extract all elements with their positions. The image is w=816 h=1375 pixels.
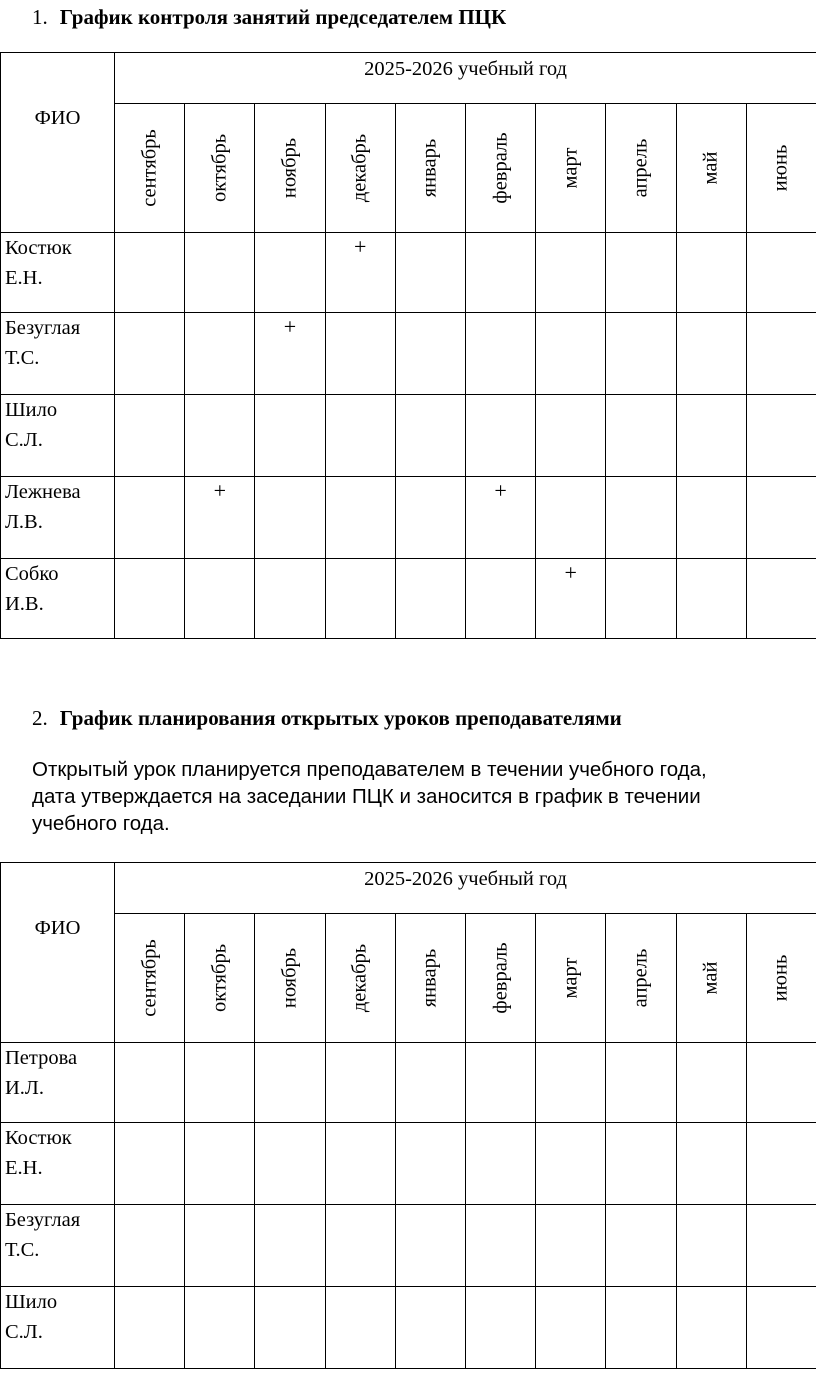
schedule-cell <box>185 395 255 477</box>
teacher-initials: Е.Н. <box>5 1157 43 1179</box>
schedule-cell <box>606 1043 676 1123</box>
schedule-cell <box>325 313 395 395</box>
schedule-cell <box>536 233 606 313</box>
teacher-name-cell <box>1 1205 115 1287</box>
schedule-cell <box>606 233 676 313</box>
schedule-cell <box>746 313 816 395</box>
section-2-number: 2. <box>32 706 48 730</box>
table-row <box>1 477 816 559</box>
schedule-cell <box>676 233 746 313</box>
teacher-surname: Собко <box>5 563 59 585</box>
month-header-cell <box>536 914 606 1043</box>
schedule-cell <box>606 1287 676 1369</box>
month-label: декабрь <box>348 133 371 203</box>
month-label: март <box>559 147 582 189</box>
schedule-cell <box>115 477 185 559</box>
open-lessons-table <box>0 862 816 1369</box>
teacher-surname: Безуглая <box>5 1209 81 1231</box>
fio-header-cell <box>1 53 115 233</box>
teacher-initials: Т.С. <box>5 1239 40 1261</box>
year-header-cell <box>115 863 816 914</box>
schedule-cell <box>115 1205 185 1287</box>
schedule-cell <box>255 1123 325 1205</box>
schedule-cell <box>395 233 465 313</box>
teacher-initials: С.Л. <box>5 429 43 451</box>
month-label: март <box>559 957 582 999</box>
schedule-cell <box>606 1123 676 1205</box>
teacher-name-cell <box>1 1287 115 1369</box>
month-header-cell <box>536 104 606 233</box>
month-label: январь <box>418 948 441 1008</box>
schedule-cell <box>676 395 746 477</box>
section-2-description <box>32 756 802 837</box>
schedule-cell <box>746 477 816 559</box>
schedule-cell <box>606 1205 676 1287</box>
schedule-cell <box>465 1123 535 1205</box>
schedule-cell <box>255 559 325 639</box>
teacher-initials: И.Л. <box>5 1077 44 1099</box>
teacher-name-cell <box>1 1123 115 1205</box>
teacher-surname: Шило <box>5 1291 58 1313</box>
teacher-name-cell <box>1 313 115 395</box>
month-header-cell <box>185 914 255 1043</box>
schedule-cell <box>746 395 816 477</box>
schedule-cell <box>185 1287 255 1369</box>
teacher-name-cell <box>1 233 115 313</box>
teacher-name-cell <box>1 1043 115 1123</box>
schedule-cell <box>676 1043 746 1123</box>
month-label: январь <box>418 138 441 198</box>
teacher-surname: Петрова <box>5 1047 78 1069</box>
header-row <box>1 53 816 104</box>
teacher-initials: И.В. <box>5 593 44 615</box>
month-label: сентябрь <box>138 939 161 1017</box>
month-row <box>1 104 816 233</box>
month-header-cell <box>746 104 816 233</box>
table-row <box>1 1205 816 1287</box>
schedule-cell <box>606 313 676 395</box>
schedule-cell <box>536 1287 606 1369</box>
schedule-cell <box>395 395 465 477</box>
schedule-cell <box>676 1205 746 1287</box>
teacher-surname: Шило <box>5 399 58 421</box>
schedule-cell <box>115 559 185 639</box>
month-header-cell <box>255 104 325 233</box>
schedule-cell <box>325 477 395 559</box>
schedule-cell <box>395 477 465 559</box>
schedule-cell <box>536 1205 606 1287</box>
schedule-cell <box>746 1123 816 1205</box>
schedule-cell <box>395 313 465 395</box>
month-header-cell <box>325 914 395 1043</box>
month-label: ноябрь <box>278 137 301 199</box>
month-header-cell <box>606 104 676 233</box>
schedule-cell <box>115 1043 185 1123</box>
schedule-cell <box>185 1043 255 1123</box>
month-header-cell <box>676 104 746 233</box>
schedule-cell <box>395 1287 465 1369</box>
schedule-cell <box>185 233 255 313</box>
schedule-cell <box>746 1287 816 1369</box>
month-header-cell <box>395 914 465 1043</box>
teacher-initials: Е.Н. <box>5 267 43 289</box>
schedule-cell <box>746 559 816 639</box>
month-header-cell <box>465 104 535 233</box>
schedule-cell <box>115 395 185 477</box>
month-header-cell <box>606 914 676 1043</box>
teacher-surname: Лежнева <box>5 481 81 503</box>
fio-header: ФИО <box>34 107 81 129</box>
month-label: апрель <box>629 138 652 198</box>
schedule-cell <box>465 395 535 477</box>
fio-header-cell <box>1 863 115 1043</box>
month-header-cell <box>676 914 746 1043</box>
schedule-cell <box>746 233 816 313</box>
schedule-cell <box>536 477 606 559</box>
control-schedule-table <box>0 52 816 639</box>
month-header-cell <box>325 104 395 233</box>
schedule-mark: + <box>494 478 507 503</box>
month-label: сентябрь <box>138 129 161 207</box>
schedule-cell <box>115 313 185 395</box>
schedule-cell <box>255 477 325 559</box>
schedule-cell <box>255 1287 325 1369</box>
schedule-cell <box>676 1287 746 1369</box>
schedule-cell <box>606 559 676 639</box>
schedule-cell <box>115 233 185 313</box>
schedule-mark: + <box>353 234 367 259</box>
section-1-title: График контроля занятий председателем ПЦК <box>59 5 507 29</box>
schedule-cell <box>606 477 676 559</box>
schedule-cell <box>185 477 255 559</box>
schedule-cell <box>536 1123 606 1205</box>
year-header: 2025-2026 учебный год <box>364 58 567 80</box>
schedule-cell <box>255 313 325 395</box>
month-header-cell <box>395 104 465 233</box>
schedule-cell <box>185 1205 255 1287</box>
schedule-cell <box>185 313 255 395</box>
teacher-name-cell <box>1 395 115 477</box>
schedule-cell <box>746 1205 816 1287</box>
schedule-cell <box>536 559 606 639</box>
schedule-cell <box>255 1043 325 1123</box>
schedule-cell <box>536 313 606 395</box>
header-row <box>1 863 816 914</box>
schedule-cell <box>465 1043 535 1123</box>
month-header-cell <box>115 104 185 233</box>
month-header-cell <box>115 914 185 1043</box>
paragraph-line: учебного года. <box>32 812 170 835</box>
teacher-initials: Т.С. <box>5 347 40 369</box>
schedule-cell <box>325 1123 395 1205</box>
section-2-title: График планирования открытых уроков преподавателями <box>59 706 622 730</box>
teacher-initials: С.Л. <box>5 1321 43 1343</box>
schedule-cell <box>115 1123 185 1205</box>
schedule-cell <box>606 395 676 477</box>
schedule-cell <box>465 1287 535 1369</box>
schedule-cell <box>746 1043 816 1123</box>
schedule-cell <box>325 559 395 639</box>
month-row <box>1 914 816 1043</box>
month-label: май <box>699 151 722 185</box>
paragraph-line: Открытый урок планируется преподавателем в течении учебного года, <box>32 758 707 781</box>
schedule-cell <box>465 233 535 313</box>
month-label: октябрь <box>208 943 231 1013</box>
table-row <box>1 233 816 313</box>
schedule-cell <box>395 1123 465 1205</box>
month-header-cell <box>746 914 816 1043</box>
schedule-cell <box>465 477 535 559</box>
schedule-cell <box>676 477 746 559</box>
section-2-heading <box>32 705 622 731</box>
year-header-cell <box>115 53 816 104</box>
section-1-heading <box>32 4 506 30</box>
schedule-cell <box>676 313 746 395</box>
schedule-mark: + <box>283 314 297 339</box>
schedule-cell <box>465 313 535 395</box>
month-label: апрель <box>629 948 652 1008</box>
month-label: февраль <box>489 132 512 204</box>
table-row <box>1 559 816 639</box>
schedule-cell <box>325 1205 395 1287</box>
section-1-number: 1. <box>32 5 48 29</box>
schedule-cell <box>465 1205 535 1287</box>
schedule-cell <box>325 395 395 477</box>
month-label: июнь <box>769 954 792 1002</box>
month-label: февраль <box>489 942 512 1014</box>
fio-header: ФИО <box>34 917 81 939</box>
month-label: декабрь <box>348 943 371 1013</box>
table-row <box>1 395 816 477</box>
teacher-surname: Костюк <box>5 237 72 259</box>
table-row <box>1 1123 816 1205</box>
schedule-cell <box>185 559 255 639</box>
teacher-surname: Костюк <box>5 1127 72 1149</box>
schedule-cell <box>395 559 465 639</box>
schedule-cell <box>536 1043 606 1123</box>
month-label: октябрь <box>208 133 231 203</box>
paragraph-line: дата утверждается на заседании ПЦК и заносится в график в течении <box>32 785 701 808</box>
schedule-cell <box>536 395 606 477</box>
schedule-mark: + <box>213 478 226 503</box>
month-label: май <box>699 961 722 995</box>
schedule-mark: + <box>564 560 577 585</box>
schedule-cell <box>255 395 325 477</box>
schedule-cell <box>325 1043 395 1123</box>
schedule-cell <box>255 1205 325 1287</box>
schedule-cell <box>465 559 535 639</box>
schedule-cell <box>115 1287 185 1369</box>
schedule-cell <box>395 1205 465 1287</box>
month-label: июнь <box>769 144 792 192</box>
teacher-surname: Безуглая <box>5 317 81 339</box>
table-row <box>1 1043 816 1123</box>
schedule-cell <box>255 233 325 313</box>
schedule-cell <box>676 1123 746 1205</box>
schedule-cell <box>325 233 395 313</box>
table-row <box>1 1287 816 1369</box>
schedule-cell <box>185 1123 255 1205</box>
month-header-cell <box>255 914 325 1043</box>
month-header-cell <box>185 104 255 233</box>
table-row <box>1 313 816 395</box>
teacher-name-cell <box>1 477 115 559</box>
teacher-initials: Л.В. <box>5 511 43 533</box>
month-label: ноябрь <box>278 947 301 1009</box>
schedule-cell <box>676 559 746 639</box>
schedule-cell <box>325 1287 395 1369</box>
year-header: 2025-2026 учебный год <box>364 868 567 890</box>
schedule-cell <box>395 1043 465 1123</box>
month-header-cell <box>465 914 535 1043</box>
teacher-name-cell <box>1 559 115 639</box>
